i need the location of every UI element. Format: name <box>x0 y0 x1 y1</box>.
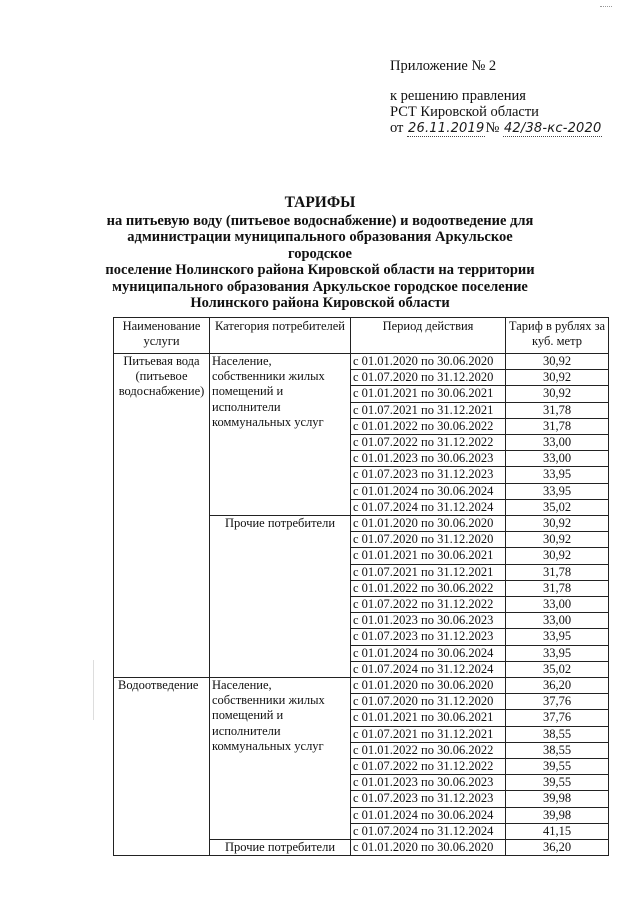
tariff-cell: 30,92 <box>506 370 609 386</box>
period-cell: с 01.01.2020 по 30.06.2020 <box>351 840 506 856</box>
tariff-cell: 31,78 <box>506 564 609 580</box>
tariff-cell: 37,76 <box>506 694 609 710</box>
period-cell: с 01.01.2020 по 30.06.2020 <box>351 678 506 694</box>
header-tariff: Тариф в рублях за куб. метр <box>506 318 609 354</box>
period-cell: с 01.07.2024 по 31.12.2024 <box>351 499 506 515</box>
period-cell: с 01.01.2021 по 30.06.2021 <box>351 386 506 402</box>
period-cell: с 01.07.2024 по 31.12.2024 <box>351 661 506 677</box>
category-cell: Население, собственники жилых помещений и исполнители коммунальных услуг <box>210 354 351 516</box>
tariff-cell: 33,95 <box>506 467 609 483</box>
tariff-cell: 33,95 <box>506 483 609 499</box>
tariff-cell: 33,95 <box>506 645 609 661</box>
from-prefix: от <box>390 120 404 136</box>
period-cell: с 01.07.2023 по 31.12.2023 <box>351 791 506 807</box>
period-cell: с 01.01.2021 по 30.06.2021 <box>351 548 506 564</box>
period-cell: с 01.01.2023 по 30.06.2023 <box>351 775 506 791</box>
tariff-table <box>113 317 609 856</box>
tariff-cell: 33,00 <box>506 613 609 629</box>
period-cell: с 01.07.2020 по 31.12.2020 <box>351 370 506 386</box>
category-cell: Прочие потребители <box>210 840 351 856</box>
period-cell: с 01.07.2024 по 31.12.2024 <box>351 823 506 839</box>
period-cell: с 01.01.2023 по 30.06.2023 <box>351 451 506 467</box>
tariff-cell: 41,15 <box>506 823 609 839</box>
period-cell: с 01.07.2020 по 31.12.2020 <box>351 532 506 548</box>
tariff-cell: 30,92 <box>506 354 609 370</box>
header-category: Категория потребителей <box>210 318 351 354</box>
document-heading <box>100 195 540 312</box>
period-cell: с 01.07.2022 по 31.12.2022 <box>351 435 506 451</box>
tariff-cell: 30,92 <box>506 532 609 548</box>
decision-line: к решению правления <box>390 88 526 104</box>
header-service: Наименование услуги <box>114 318 210 354</box>
category-cell: Население, собственники жилых помещений и исполнители коммунальных услуг <box>210 678 351 840</box>
appendix-block <box>390 58 602 136</box>
tariff-cell: 35,02 <box>506 499 609 515</box>
period-cell: с 01.01.2022 по 30.06.2022 <box>351 418 506 434</box>
scan-artifact <box>93 660 94 720</box>
service-cell: Водоотведение <box>114 678 210 856</box>
period-cell: с 01.07.2021 по 31.12.2021 <box>351 564 506 580</box>
tariff-cell: 36,20 <box>506 840 609 856</box>
date-number-line <box>390 120 602 136</box>
tariff-cell: 38,55 <box>506 726 609 742</box>
tariff-cell: 31,78 <box>506 402 609 418</box>
period-cell: с 01.01.2023 по 30.06.2023 <box>351 613 506 629</box>
period-cell: с 01.07.2021 по 31.12.2021 <box>351 402 506 418</box>
period-cell: с 01.01.2024 по 30.06.2024 <box>351 807 506 823</box>
tariff-cell: 33,00 <box>506 597 609 613</box>
heading-line-2: администрации муниципального образования Аркульское городское <box>127 229 513 262</box>
period-cell: с 01.07.2022 по 31.12.2022 <box>351 597 506 613</box>
period-cell: с 01.01.2024 по 30.06.2024 <box>351 645 506 661</box>
period-cell: с 01.01.2022 по 30.06.2022 <box>351 742 506 758</box>
heading-line-5: Нолинского района Кировской области <box>190 295 450 311</box>
tariff-cell: 30,92 <box>506 516 609 532</box>
tariff-cell: 39,98 <box>506 791 609 807</box>
tariff-cell: 33,00 <box>506 451 609 467</box>
number-sign: № <box>485 120 500 136</box>
tariff-cell: 39,98 <box>506 807 609 823</box>
period-cell: с 01.01.2021 по 30.06.2021 <box>351 710 506 726</box>
period-cell: с 01.07.2021 по 31.12.2021 <box>351 726 506 742</box>
tariff-cell: 39,55 <box>506 759 609 775</box>
handwritten-date: 26.11.2019 <box>408 121 485 136</box>
period-cell: с 01.07.2022 по 31.12.2022 <box>351 759 506 775</box>
period-cell: с 01.01.2020 по 30.06.2020 <box>351 516 506 532</box>
category-cell: Прочие потребители <box>210 516 351 678</box>
period-cell: с 01.01.2022 по 30.06.2022 <box>351 580 506 596</box>
service-cell: Питьевая вода (питьевое водоснабжение) <box>114 354 210 678</box>
period-cell: с 01.07.2023 по 31.12.2023 <box>351 629 506 645</box>
table-row <box>114 354 609 370</box>
appendix-title: Приложение № 2 <box>390 58 497 74</box>
handwritten-number: 42/38-кс-2020 <box>503 121 602 136</box>
heading-line-3: поселение Нолинского района Кировской области на территории <box>105 262 535 278</box>
period-cell: с 01.07.2023 по 31.12.2023 <box>351 467 506 483</box>
tariff-cell: 30,92 <box>506 548 609 564</box>
tariff-cell: 31,78 <box>506 418 609 434</box>
tariff-cell: 31,78 <box>506 580 609 596</box>
table-row <box>114 678 609 694</box>
tariff-cell: 39,55 <box>506 775 609 791</box>
tariff-cell: 38,55 <box>506 742 609 758</box>
authority-line: РСТ Кировской области <box>390 104 539 120</box>
table-header-row <box>114 318 609 354</box>
period-cell: с 01.01.2024 по 30.06.2024 <box>351 483 506 499</box>
heading-line-4: муниципального образования Аркульское городское поселение <box>112 278 528 295</box>
header-period: Период действия <box>351 318 506 354</box>
tariff-cell: 33,95 <box>506 629 609 645</box>
tariff-cell: 36,20 <box>506 678 609 694</box>
period-cell: с 01.01.2020 по 30.06.2020 <box>351 354 506 370</box>
tariff-cell: 30,92 <box>506 386 609 402</box>
period-cell: с 01.07.2020 по 31.12.2020 <box>351 694 506 710</box>
tariff-cell: 33,00 <box>506 435 609 451</box>
document-title: ТАРИФЫ <box>284 194 356 211</box>
heading-line-1: на питьевую воду (питьевое водоснабжение) и водоотведение для <box>106 212 534 229</box>
scan-mark <box>600 6 612 13</box>
tariff-cell: 37,76 <box>506 710 609 726</box>
tariff-cell: 35,02 <box>506 661 609 677</box>
